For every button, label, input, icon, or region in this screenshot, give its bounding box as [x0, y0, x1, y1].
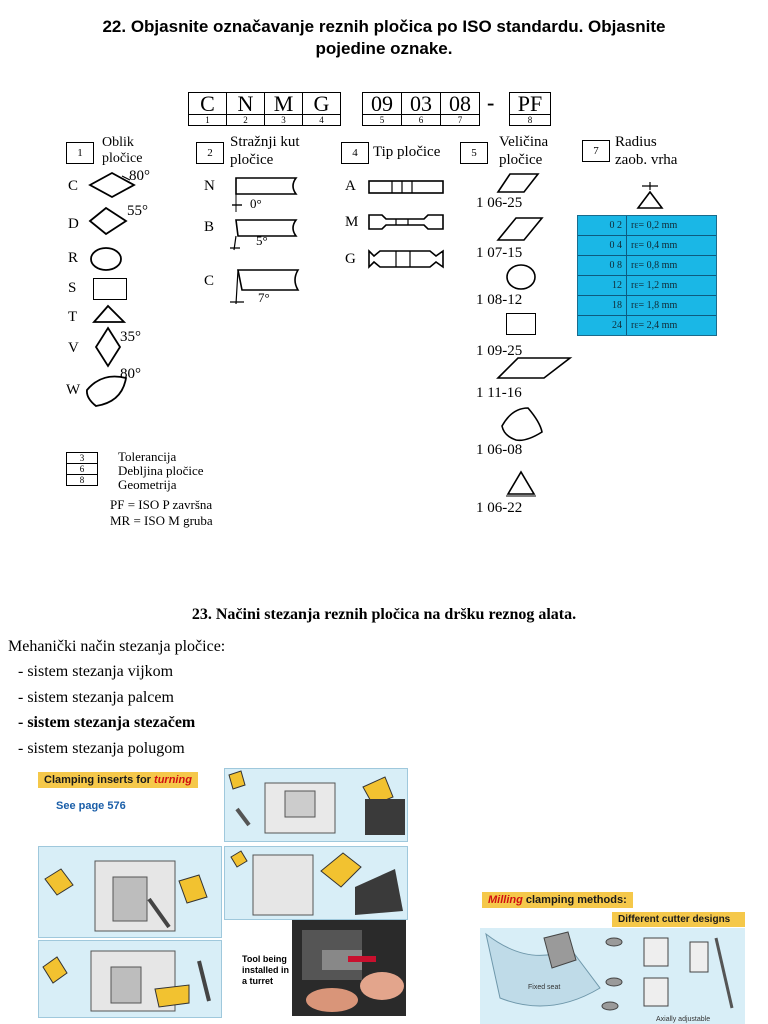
- legend-mr: MR = ISO M gruba: [110, 513, 213, 528]
- shape-letter-s: S: [68, 280, 77, 296]
- iso-code-group-2: [362, 92, 480, 126]
- code-cell: G 4: [303, 93, 340, 125]
- shape-d-icon: [86, 204, 166, 238]
- milling-cutter-illustration: [480, 928, 745, 1024]
- radius-row: 0 8 rε= 0,8 mm: [578, 256, 716, 276]
- shape-letter-v: V: [68, 340, 79, 356]
- clamp-lever-illustration: [225, 769, 407, 841]
- q23-intro: Mehanički način stezanja pločice:: [8, 638, 226, 655]
- axially-adjustable-label: Axially adjustable: [656, 1016, 711, 1023]
- shape-v-angle: 35°: [120, 329, 141, 345]
- clearance-c-angle: 7°: [258, 290, 270, 305]
- section-1-label2: pločice: [102, 151, 143, 166]
- milling-banner: Milling clamping methods:: [482, 892, 633, 908]
- size-3: 1 08-12: [476, 292, 523, 308]
- size-5: 1 11-16: [476, 385, 522, 401]
- shape-w-angle: 80°: [120, 366, 141, 382]
- q23-title: 23. Načini stezanja reznih pločica na dršku reznog alata.: [191, 606, 577, 623]
- shape-letter-r: R: [68, 250, 79, 266]
- type-m-icon: [366, 211, 448, 233]
- code-dash: -: [487, 90, 495, 115]
- shape-d-angle: 55°: [127, 203, 148, 219]
- size-icon-7: [504, 468, 540, 498]
- turning-banner: Clamping inserts for turning: [38, 772, 198, 788]
- turning-photo-middle-right: [224, 846, 408, 920]
- size-2: 1 07-15: [476, 245, 523, 261]
- section-5-num: 5: [460, 142, 488, 164]
- milling-panel: [480, 890, 745, 1024]
- see-page-link[interactable]: See page 576: [56, 800, 126, 812]
- fixed-seat-label: Fixed seat: [528, 984, 561, 991]
- code-cell: 09 5: [363, 93, 402, 125]
- turning-photo-bottom-left: [38, 940, 222, 1018]
- clearance-letter-b: B: [204, 219, 215, 235]
- size-icon-4: [506, 313, 536, 335]
- code-cell: 03 6: [402, 93, 441, 125]
- shape-letter-d: D: [68, 216, 79, 232]
- turret-caption: Tool being installed in a turret: [242, 954, 290, 986]
- q22-title-line2: pojedine oznake.: [315, 39, 453, 58]
- legend-pf: PF = ISO P završna: [110, 497, 213, 512]
- milling-illustration-area: [480, 928, 745, 1024]
- code-cell: M 3: [265, 93, 303, 125]
- shape-letter-c: C: [68, 178, 79, 194]
- size-icon-5: [494, 352, 574, 384]
- size-7: 1 06-22: [476, 500, 523, 516]
- turret-photo-panel: [224, 920, 406, 1016]
- size-4: 1 09-25: [476, 343, 523, 359]
- iso-code-group-3: [509, 92, 551, 126]
- code-cell: 08 7: [441, 93, 479, 125]
- clearance-n-icon: [230, 172, 310, 216]
- radius-row: 24 rε= 2,4 mm: [578, 316, 716, 335]
- hand-tool-illustration: [292, 920, 406, 1016]
- type-letter-g: G: [345, 251, 356, 267]
- clearance-letter-c: C: [204, 273, 215, 289]
- q23-item: - sistem stezanja palcem: [18, 689, 174, 706]
- clearance-n-angle: 0°: [250, 196, 262, 211]
- section-5-label: Veličina: [499, 134, 549, 150]
- type-letter-m: M: [345, 214, 359, 230]
- code-cell: PF 8: [510, 93, 550, 125]
- section-2-num: 2: [196, 142, 224, 164]
- shape-c-icon: [84, 168, 164, 202]
- section-4-label: Tip pločice: [373, 144, 441, 160]
- section-7-label2: zaob. vrha: [615, 152, 678, 168]
- radius-row: 12 rε= 1,2 mm: [578, 276, 716, 296]
- size-1: 1 06-25: [476, 195, 523, 211]
- section-1-num: 1: [66, 142, 94, 164]
- milling-subbanner: Different cutter designs: [612, 912, 745, 927]
- turning-photo-middle-left: [38, 846, 222, 938]
- q22-title-line1: 22. Objasnite označavanje reznih pločica po ISO standardu. Objasnite: [102, 17, 666, 36]
- type-letter-a: A: [345, 178, 356, 194]
- code-cell: C 1: [189, 93, 227, 125]
- q23-item: - sistem stezanja stezačem: [18, 714, 196, 731]
- section-5-label2: pločice: [499, 152, 543, 168]
- size-icon-2: [494, 214, 546, 246]
- size-icon-3: [502, 262, 542, 294]
- turning-photo-top-right: [224, 768, 408, 842]
- type-a-icon: [366, 178, 448, 196]
- shape-letter-w: W: [66, 382, 81, 398]
- shape-r-icon: [88, 246, 132, 274]
- radius-row: 0 2 rε= 0,2 mm: [578, 216, 716, 236]
- q23-item: - sistem stezanja vijkom: [18, 663, 174, 680]
- legend-item: Tolerancija: [118, 449, 177, 464]
- radius-triangle-icon: [632, 178, 668, 212]
- size-6: 1 06-08: [476, 442, 523, 458]
- legend-item: Debljina pločice: [118, 463, 204, 478]
- section-2-label: Stražnji kut: [230, 134, 300, 150]
- type-g-icon: [366, 248, 448, 270]
- shape-s-icon: [93, 278, 127, 300]
- section-1-label: Oblik: [102, 135, 134, 150]
- radius-row: 18 rε= 1,8 mm: [578, 296, 716, 316]
- section-4-num: 4: [341, 142, 369, 164]
- q23-item: - sistem stezanja polugom: [18, 740, 185, 757]
- lever-clamp-illustration: [39, 941, 221, 1017]
- code-cell: N 2: [227, 93, 265, 125]
- turret-photo: [292, 920, 406, 1016]
- clearance-b-angle: 5°: [256, 233, 268, 248]
- screw-clamp-illustration: [39, 847, 221, 937]
- turning-header-panel: [38, 768, 220, 842]
- section-7-label: Radius: [615, 134, 657, 150]
- iso-code-group-1: [188, 92, 341, 126]
- shape-letter-t: T: [68, 309, 78, 325]
- section-2-label2: pločice: [230, 152, 274, 168]
- radius-table: [577, 215, 717, 336]
- legend-num-box: 3 6 8: [66, 452, 98, 486]
- size-icon-6: [496, 404, 552, 444]
- shape-t-icon: [90, 303, 134, 325]
- radius-row: 0 4 rε= 0,4 mm: [578, 236, 716, 256]
- wedge-clamp-illustration: [225, 847, 407, 919]
- shape-c-angle: 80°: [129, 168, 150, 184]
- clearance-letter-n: N: [204, 178, 215, 194]
- legend-item: Geometrija: [118, 477, 177, 492]
- section-7-num: 7: [582, 140, 610, 162]
- size-icon-1: [494, 170, 544, 198]
